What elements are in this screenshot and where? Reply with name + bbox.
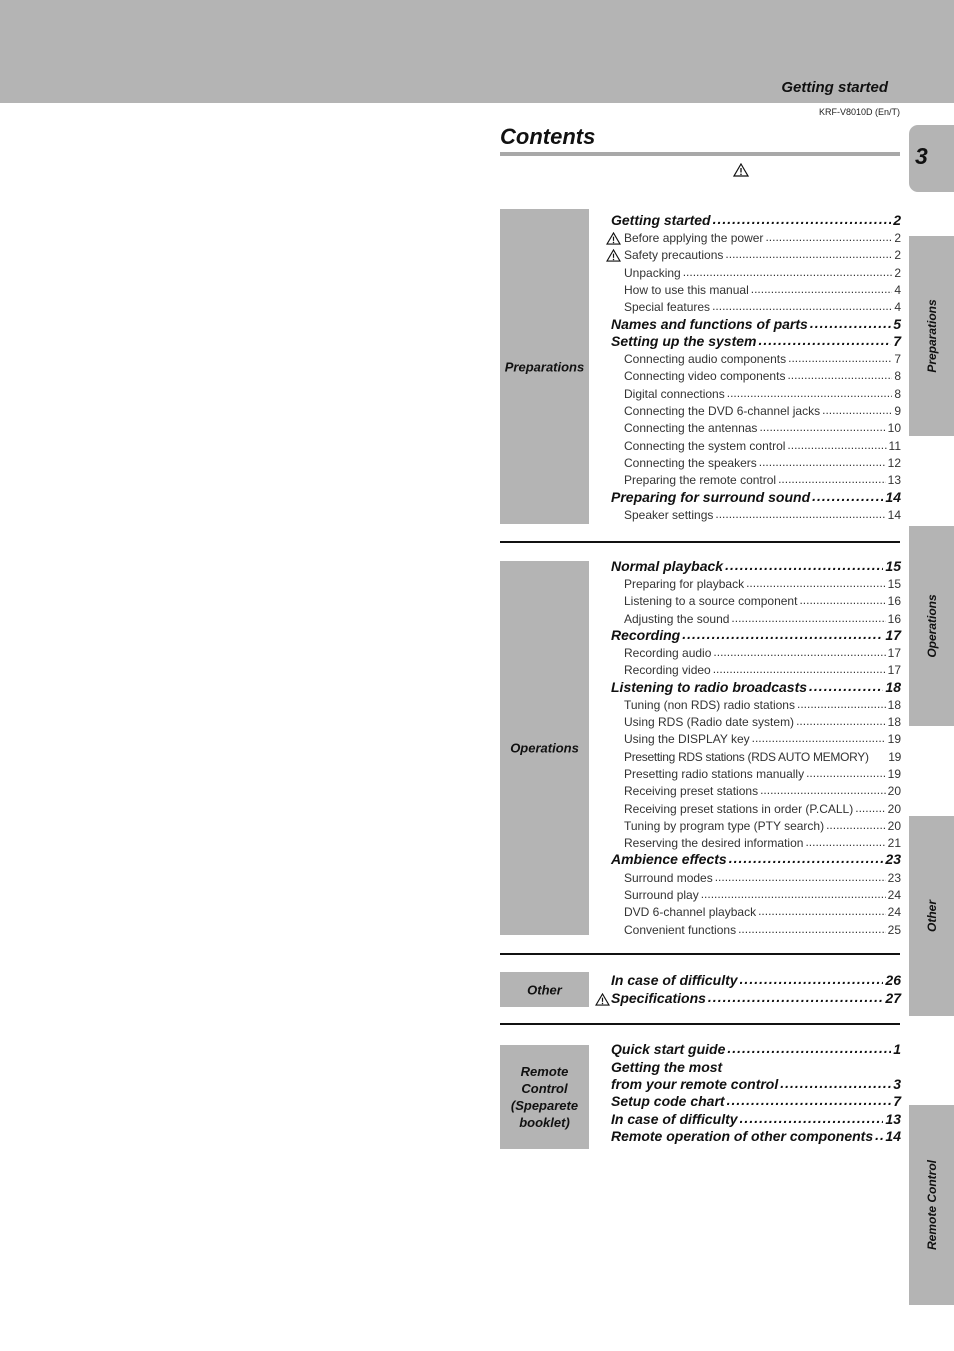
toc-page: 4 (894, 283, 901, 297)
toc-label: Recording audio (624, 646, 712, 660)
toc-page: 9 (894, 404, 901, 418)
toc-entry-setting-up[interactable] (611, 333, 901, 349)
toc-label: Names and functions of parts (611, 316, 808, 332)
toc-page: 14 (885, 489, 901, 505)
toc-label: Presetting RDS stations (RDS AUTO MEMORY) (624, 750, 869, 764)
toc-entry[interactable] (624, 819, 901, 833)
toc-label: Digital connections (624, 387, 725, 401)
toc-leader (708, 989, 884, 1004)
toc-leader (826, 818, 886, 831)
toc-label: Normal playback (611, 558, 724, 574)
toc-entry[interactable] (624, 352, 901, 366)
toc-page: 19 (887, 767, 901, 781)
toc-page: 19 (887, 732, 901, 746)
toc-leader (765, 230, 892, 243)
toc-page: 24 (887, 905, 901, 919)
toc-leader (725, 247, 892, 260)
toc-entry[interactable] (624, 248, 901, 262)
toc-label: Setting up the system (611, 333, 757, 349)
toc-label: Using RDS (Radio date system) (624, 715, 795, 729)
toc-label: Recording (611, 627, 681, 643)
toc-label: Safety precautions (624, 248, 724, 262)
toc-label: Preparing the remote control (624, 473, 777, 487)
toc-entry-remote-operation[interactable] (611, 1128, 901, 1144)
toc-leader (855, 801, 885, 814)
toc-page: 13 (885, 1111, 901, 1127)
toc-leader (746, 576, 886, 589)
toc-leader (787, 438, 886, 451)
page-number: 3 (915, 143, 928, 169)
toc-leader (788, 351, 892, 364)
caution-icon (606, 232, 621, 245)
toc-label: Quick start guide (611, 1041, 726, 1057)
toc-page: 25 (887, 923, 901, 937)
toc-page: 16 (887, 594, 901, 608)
toc-entry[interactable] (624, 404, 901, 418)
toc-leader (752, 731, 886, 744)
toc-entry-radio-broadcasts[interactable] (611, 679, 901, 695)
caution-icon (595, 993, 610, 1006)
toc-entry-remote-difficulty[interactable] (611, 1111, 901, 1127)
toc-entry[interactable] (624, 802, 901, 816)
toc-leader (713, 645, 885, 658)
toc-label: Connecting video components (624, 369, 786, 383)
toc-page: 19 (888, 750, 901, 764)
toc-entry-ambience-effects[interactable] (611, 851, 901, 867)
toc-label: Remote operation of other components (611, 1128, 874, 1144)
toc-leader (729, 850, 884, 865)
toc-entry-quick-start-guide[interactable] (611, 1041, 901, 1057)
toc-label: Convenient functions (624, 923, 737, 937)
toc-page: 26 (885, 972, 901, 988)
toc-entry[interactable] (624, 231, 901, 245)
block-label-line: (Speparete (510, 1098, 579, 1113)
toc-label: Connecting the system control (624, 439, 786, 453)
toc-page: 18 (885, 679, 901, 695)
toc-label: Connecting audio components (624, 352, 787, 366)
toc-entry[interactable] (624, 300, 901, 314)
toc-label: Listening to radio broadcasts (611, 679, 808, 695)
toc-leader (731, 611, 885, 624)
toc-entry-remote-control[interactable] (611, 1076, 901, 1092)
toc-leader (759, 420, 885, 433)
toc-entry-getting-the-most[interactable] (611, 1059, 901, 1075)
toc-page: 27 (885, 990, 901, 1006)
toc-page: 2 (894, 248, 901, 262)
title-rule (500, 152, 900, 156)
toc-leader (806, 766, 886, 779)
caution-icon (733, 163, 749, 177)
toc-leader (759, 455, 886, 468)
toc-page: 5 (893, 316, 901, 332)
toc-label: Connecting the DVD 6-channel jacks (624, 404, 821, 418)
toc-label: Surround play (624, 888, 699, 902)
toc-entry-specifications[interactable] (611, 990, 901, 1006)
toc-label: Getting started (611, 212, 711, 228)
toc-leader (712, 299, 892, 312)
section-divider (500, 953, 900, 955)
toc-entry[interactable] (624, 923, 901, 937)
toc-page: 24 (887, 888, 901, 902)
toc-leader (778, 472, 886, 485)
block-other (500, 972, 589, 1007)
toc-leader (715, 507, 885, 520)
toc-page: 16 (887, 612, 901, 626)
toc-page: 11 (888, 439, 901, 453)
block-label (500, 1063, 589, 1131)
toc-page: 20 (887, 784, 901, 798)
toc-entry[interactable] (624, 715, 901, 729)
toc-page: 12 (887, 456, 901, 470)
toc-page: 1 (893, 1041, 901, 1057)
toc-label: In case of difficulty (611, 1111, 738, 1127)
toc-leader (799, 593, 885, 606)
toc-entry[interactable] (624, 767, 901, 781)
toc-label: Surround modes (624, 871, 713, 885)
toc-entry[interactable] (624, 732, 901, 746)
toc-entry[interactable] (624, 750, 901, 764)
side-tab-label: Remote Control (924, 1160, 939, 1250)
toc-label: Connecting the speakers (624, 456, 757, 470)
toc-entry[interactable] (624, 871, 901, 885)
toc-leader (683, 265, 893, 278)
toc-leader (727, 1092, 892, 1107)
toc-label: Receiving preset stations in order (P.CALL) (624, 802, 854, 816)
toc-page: 17 (887, 663, 901, 677)
toc-page: 13 (887, 473, 901, 487)
toc-page: 7 (894, 352, 901, 366)
toc-label: from your remote control (611, 1076, 779, 1092)
toc-label: Adjusting the sound (624, 612, 730, 626)
toc-page: 17 (887, 646, 901, 660)
block-preparations (500, 209, 589, 524)
toc-entry[interactable] (624, 577, 901, 591)
toc-page: 7 (893, 1093, 901, 1109)
side-tab-operations[interactable] (909, 526, 954, 726)
toc-entry-getting-started[interactable] (611, 212, 901, 228)
toc-leader (758, 332, 891, 347)
toc-leader (758, 904, 886, 917)
toc-label: Unpacking (624, 266, 681, 280)
toc-leader (805, 835, 885, 848)
block-label: Other (527, 982, 562, 997)
section-title: Getting started (781, 79, 888, 96)
section-divider (500, 541, 900, 543)
toc-page: 14 (885, 1128, 901, 1144)
side-tab-label: Other (924, 899, 939, 933)
block-label-line: booklet) (519, 1115, 570, 1130)
toc-leader (809, 678, 883, 693)
toc-label: Special features (624, 300, 711, 314)
toc-page: 10 (887, 421, 901, 435)
toc-leader (740, 1110, 884, 1125)
toc-page: 7 (893, 333, 901, 349)
toc-page: 15 (887, 577, 901, 591)
toc-label: Speaker settings (624, 508, 714, 522)
toc-entry[interactable] (624, 905, 901, 919)
toc-page: 2 (894, 266, 901, 280)
toc-page: 15 (885, 558, 901, 574)
toc-label: Ambience effects (611, 851, 727, 867)
toc-label: Tuning by program type (PTY search) (624, 819, 825, 833)
toc-label: Tuning (non RDS) radio stations (624, 698, 795, 712)
toc-leader (701, 887, 886, 900)
toc-label: Reserving the desired information (624, 836, 804, 850)
toc-page: 18 (887, 715, 901, 729)
toc-leader (725, 557, 883, 572)
toc-page: 20 (887, 819, 901, 833)
toc-leader (715, 870, 886, 883)
side-tab-remote-control[interactable] (909, 1105, 954, 1305)
side-tab-label: Operations (924, 594, 939, 658)
toc-entry[interactable] (624, 473, 901, 487)
toc-entry[interactable] (624, 663, 901, 677)
block-remote-control (500, 1045, 589, 1149)
toc-leader (822, 403, 892, 416)
toc-page: 14 (887, 508, 901, 522)
block-label-line: Remote (520, 1064, 569, 1079)
toc-entry[interactable] (624, 369, 901, 383)
page-number-tab (909, 125, 954, 192)
toc-label: Setup code chart (611, 1093, 725, 1109)
toc-label: Connecting the antennas (624, 421, 758, 435)
toc-leader (875, 1127, 883, 1142)
toc-page: 4 (894, 300, 901, 314)
toc-entry[interactable] (624, 784, 901, 798)
toc-leader (713, 662, 886, 675)
toc-label: Before applying the power (624, 231, 764, 245)
toc-entry[interactable] (624, 283, 901, 297)
toc-entry[interactable] (624, 387, 901, 401)
toc-label: In case of difficulty (611, 972, 738, 988)
toc-label: Preparing for playback (624, 577, 745, 591)
toc-leader (751, 282, 893, 295)
toc-leader (713, 211, 892, 226)
toc-leader (738, 922, 886, 935)
toc-leader (812, 488, 883, 503)
block-operations (500, 561, 589, 935)
toc-entry-in-case-of-difficulty[interactable] (611, 972, 901, 988)
toc-page: 2 (893, 212, 901, 228)
toc-leader (796, 714, 886, 727)
block-label: Operations (510, 740, 579, 756)
toc-page: 21 (887, 836, 901, 850)
page-title: Contents (500, 124, 596, 149)
toc-label: Recording video (624, 663, 711, 677)
side-tab-label: Preparations (924, 299, 939, 373)
toc-leader (797, 697, 886, 710)
toc-entry-setup-code-chart[interactable] (611, 1093, 901, 1109)
toc-entry-names-and-functions[interactable] (611, 316, 901, 332)
toc-entry[interactable] (624, 508, 901, 522)
block-label: Preparations (504, 359, 585, 374)
toc-entry[interactable] (624, 836, 901, 850)
toc-leader (727, 1040, 891, 1055)
toc-leader (740, 971, 884, 986)
toc-entry[interactable] (624, 456, 901, 470)
toc-label: Receiving preset stations (624, 784, 759, 798)
toc-label: Listening to a source component (624, 594, 798, 608)
toc-entry[interactable] (624, 266, 901, 280)
model-number: KRF-V8010D (En/T) (818, 107, 900, 117)
toc-label: Preparing for surround sound (611, 489, 811, 505)
toc-page: 23 (885, 851, 901, 867)
toc-leader (780, 1075, 891, 1090)
toc-entry[interactable] (624, 698, 901, 712)
toc-leader (682, 626, 883, 641)
toc-page: 17 (885, 627, 901, 643)
toc-entry-surround-sound[interactable] (611, 489, 901, 505)
section-divider (500, 1023, 900, 1025)
toc-entry[interactable] (624, 888, 901, 902)
toc-entry[interactable] (624, 646, 901, 660)
toc-label: Presetting radio stations manually (624, 767, 805, 781)
caution-icon (606, 249, 621, 262)
toc-leader (810, 315, 891, 330)
toc-entry-normal-playback[interactable] (611, 558, 901, 574)
toc-label: How to use this manual (624, 283, 749, 297)
toc-leader (760, 783, 886, 796)
toc-label: Using the DISPLAY key (624, 732, 750, 746)
side-tab-other[interactable] (909, 816, 954, 1016)
toc-entry[interactable] (624, 421, 901, 435)
toc-label: DVD 6-channel playback (624, 905, 757, 919)
toc-entry-recording[interactable] (611, 627, 901, 643)
toc-page: 20 (887, 802, 901, 816)
toc-page: 2 (894, 231, 901, 245)
toc-page: 3 (893, 1076, 901, 1092)
toc-page: 8 (894, 387, 901, 401)
toc-label: Specifications (611, 990, 706, 1006)
block-label-line: Control (521, 1081, 568, 1096)
toc-page: 8 (894, 369, 901, 383)
toc-page: 23 (887, 871, 901, 885)
side-tab-preparations[interactable] (909, 236, 954, 436)
toc-label: Getting the most (611, 1059, 723, 1075)
toc-leader (727, 386, 893, 399)
toc-entry[interactable] (624, 594, 901, 608)
toc-entry[interactable] (624, 612, 901, 626)
toc-entry[interactable] (624, 439, 901, 453)
toc-page: 18 (887, 698, 901, 712)
toc-leader (787, 368, 892, 381)
